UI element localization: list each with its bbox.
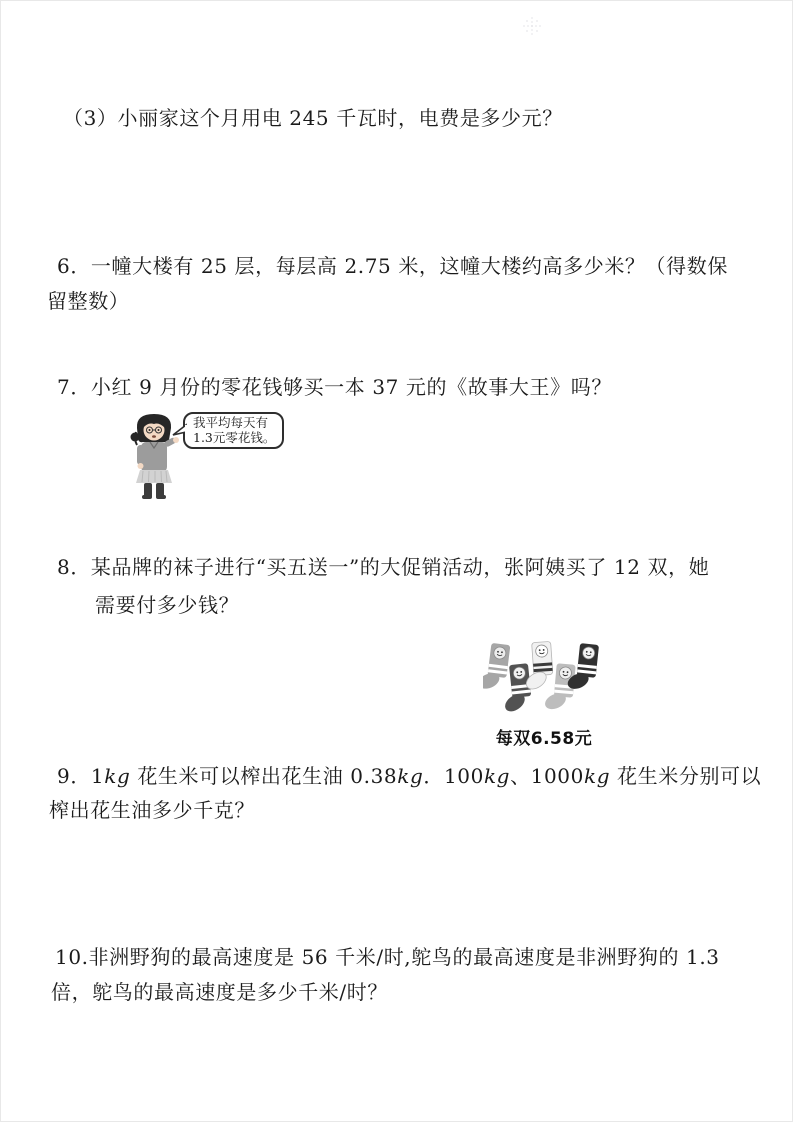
q9-seg: 、1000	[510, 764, 584, 788]
q9-unit-kg: kg	[397, 764, 424, 788]
speech-bubble-line-2: 1.3元零花钱。	[193, 429, 276, 445]
sock-smiley-icon	[535, 645, 548, 658]
question-6-line-1: 6．一幢大楼有 25 层，每层高 2.75 米，这幢大楼约高多少米？（得数保	[57, 254, 728, 278]
q9-unit-kg: kg	[104, 764, 131, 788]
socks-photo	[483, 639, 605, 725]
q9-unit-kg: kg	[483, 764, 511, 788]
question-10-line-2: 倍，鸵鸟的最高速度是多少千米/时？	[51, 980, 388, 1004]
question-9-line-1	[57, 763, 761, 790]
q9-seg: 花生米可以榨出花生油 0.38	[130, 764, 398, 788]
q9-seg: ．100	[423, 764, 484, 788]
question-6-line-2: 留整数）	[47, 289, 130, 313]
girl-illustration-figure	[129, 410, 329, 504]
question-10-line-1: 10.非洲野狗的最高速度是 56 千米/时,鸵鸟的最高速度是非洲野狗的 1.3	[55, 945, 720, 969]
q9-seg: 花生米分别可以	[610, 764, 762, 788]
socks-price-caption: 每双6.58元	[495, 729, 593, 749]
question-7-line-1: 7．小红 9 月份的零花钱够买一本 37 元的《故事大王》吗？	[57, 375, 612, 399]
question-9-line-2: 榨出花生油多少千克？	[49, 798, 255, 822]
question-3-line-1: （3）小丽家这个月用电 245 千瓦时，电费是多少元？	[63, 106, 563, 130]
speech-bubble	[183, 412, 284, 449]
speech-bubble-line-1: 我平均每天有	[193, 415, 269, 430]
socks-photo-figure	[483, 639, 605, 747]
sock-1	[483, 642, 510, 695]
faint-print-mark-icon	[519, 13, 545, 39]
q9-unit-kg: kg	[583, 764, 611, 788]
question-8-line-2: 需要付多少钱？	[95, 593, 240, 617]
q9-seg: 9．1	[57, 764, 105, 788]
speech-bubble-tail	[172, 423, 187, 439]
question-8-line-1: 8．某品牌的袜子进行“买五送一”的大促销活动，张阿姨买了 12 双，她	[57, 555, 710, 579]
